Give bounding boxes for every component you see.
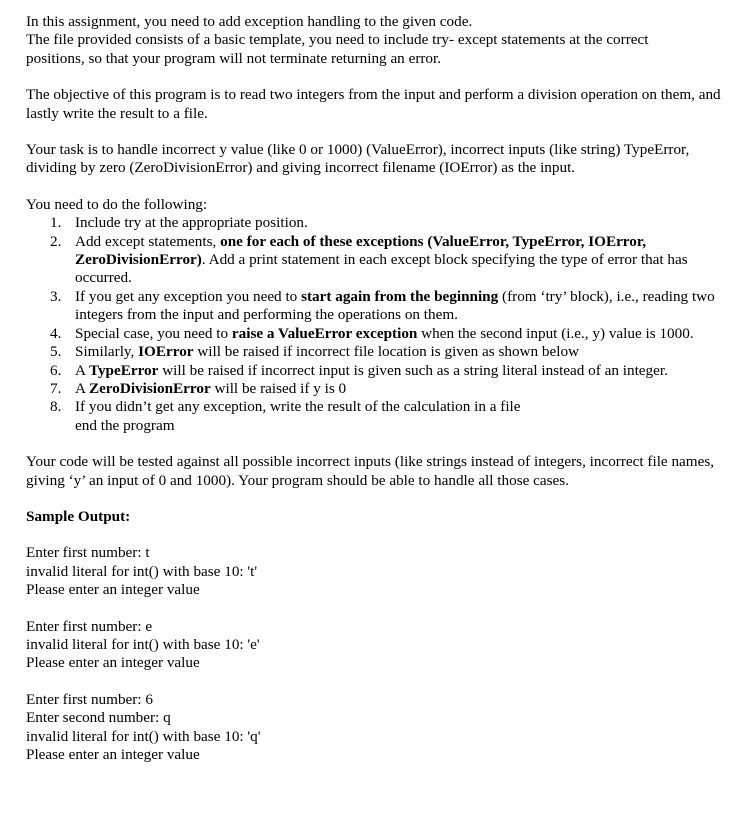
task-text: If you didn’t get any exception, write the result of the calculation in a file: [75, 398, 521, 416]
task-item: [26, 325, 726, 343]
sample-output-line: Enter second number: q: [26, 709, 171, 727]
task-list: [26, 214, 726, 416]
sample-output-line: invalid literal for int() with base 10: 'e': [26, 635, 260, 653]
sample-output-line: invalid literal for int() with base 10: 'q': [26, 727, 261, 745]
task-number: 6.: [50, 361, 62, 379]
task-text-bold: TypeError: [88, 361, 159, 379]
task-list-tail: end the program: [75, 416, 175, 434]
document-page: [26, 13, 726, 782]
task-number: 1.: [50, 214, 62, 232]
task-item: [26, 380, 726, 398]
sample-output-line: Enter first number: e: [26, 617, 153, 635]
task-text: Include try at the appropriate position.: [75, 214, 308, 232]
sample-output-line: invalid literal for int() with base 10: 't': [26, 562, 258, 580]
task-number: 8.: [50, 398, 62, 416]
sample-output-block: [26, 618, 726, 673]
task-text-bold: one for each of these exceptions (ValueError, TypeError, IOError, ZeroDivisionError): [75, 232, 647, 269]
task-item: [26, 214, 726, 232]
sample-output: [26, 544, 726, 764]
task-item: [26, 398, 726, 416]
sample-output-line: Enter first number: 6: [26, 690, 153, 708]
objective-paragraph: The objective of this program is to read two integers from the input and perform a division operation on them, and lastly write the result to a file.: [26, 86, 721, 122]
sample-output-line: Enter first number: t: [26, 544, 150, 562]
sample-output-line: Please enter an integer value: [26, 746, 200, 763]
task-text: will be raised if incorrect input is given such as a string literal instead of an integer.: [158, 361, 668, 379]
task-description-paragraph: Your task is to handle incorrect y value (like 0 or 1000) (ValueError), incorrect inputs (like string) TypeError, dividing by zero (ZeroDivisionError) and giving incorrect filename (IOError) as the input.: [26, 141, 690, 177]
task-item: [26, 343, 726, 361]
task-text: will be raised if incorrect file location is given as shown below: [193, 343, 580, 361]
sample-output-block: [26, 544, 726, 599]
task-text-bold: ZeroDivisionError: [88, 379, 211, 397]
testing-paragraph: Your code will be tested against all possible incorrect inputs (like strings instead of integers, incorrect file names, giving ‘y’ an input of 0 and 1000). Your program should be able to handle all those cases.: [26, 453, 715, 489]
task-text: will be raised if y is 0: [210, 379, 347, 397]
task-text: If you get any exception you need to: [75, 287, 302, 305]
task-text: A: [75, 361, 89, 379]
task-item: [26, 233, 726, 288]
task-text: Similarly,: [75, 343, 139, 361]
task-text: A: [75, 379, 89, 397]
intro-line: In this assignment, you need to add exception handling to the given code.: [26, 13, 473, 30]
task-text: when the second input (i.e., y) value is 1000.: [417, 324, 694, 342]
task-item: [26, 362, 726, 380]
sample-output-block: [26, 691, 726, 765]
task-text-bold: raise a ValueError exception: [231, 324, 418, 342]
task-number: 4.: [50, 324, 62, 342]
task-text: Add except statements,: [75, 232, 221, 250]
intro-line: The file provided consists of a basic template, you need to include try- except statements at the correct: [26, 31, 649, 49]
task-item: [26, 288, 726, 325]
task-text-bold: start again from the beginning: [301, 287, 499, 305]
task-text: Special case, you need to: [75, 324, 232, 342]
task-number: 2.: [50, 232, 62, 250]
sample-output-heading: Sample Output:: [26, 507, 131, 525]
intro-paragraph: [26, 13, 726, 68]
task-text-bold: IOError: [138, 343, 194, 361]
intro-line: positions, so that your program will not terminate returning an error.: [26, 49, 442, 67]
todo-heading: You need to do the following:: [26, 195, 208, 213]
task-number: 7.: [50, 379, 62, 397]
task-number: 5.: [50, 343, 62, 361]
task-text: . Add a print statement in each except block specifying the type of error that has occurred.: [75, 251, 688, 287]
task-text: (from ‘try’ block), i.e., reading two integers from the input and performing the operations on them.: [75, 287, 715, 324]
sample-output-line: Please enter an integer value: [26, 581, 200, 599]
task-number: 3.: [50, 287, 62, 305]
sample-output-line: Please enter an integer value: [26, 654, 200, 672]
